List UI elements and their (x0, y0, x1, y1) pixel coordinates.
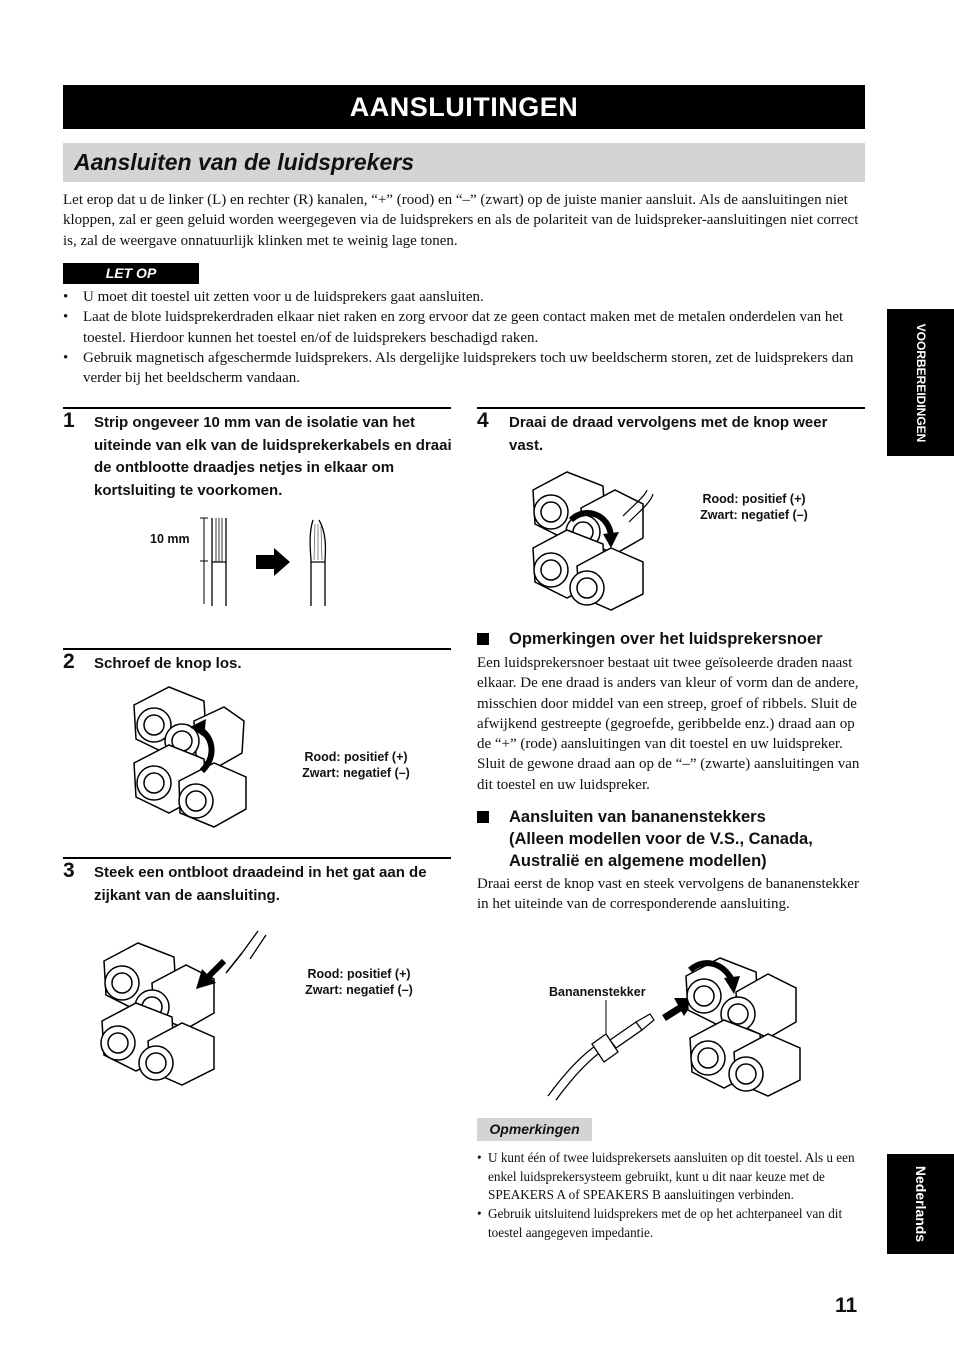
step-1-text: Strip ongeveer 10 mm van de isolatie van het uiteinde van elk van de luidsprekerkabels en draai de ontblootte draadjes netjes in elkaar om kortsluiting te voorkomen. (94, 414, 452, 499)
terminal-loosen-illustration (124, 683, 254, 828)
polarity-label-negative: Zwart: negatief (–) (305, 983, 413, 997)
section-tab-label: VOORBEREIDINGEN (913, 323, 928, 442)
section-title-bar (63, 143, 865, 182)
language-tab (887, 1154, 954, 1254)
banana-plug-label: Bananenstekker (549, 985, 646, 999)
polarity-label-positive: Rood: positief (+) (702, 492, 806, 506)
wire-strip-illustration (200, 512, 340, 612)
step-2-number: 2 (63, 650, 75, 673)
caution-label: LET OP (63, 263, 199, 284)
step-3-rule (63, 857, 451, 859)
intro-paragraph: Let erop dat u de linker (L) en rechter (R) kanalen, “+” (rood) en “–” (zwart) op de juiste manier aansluit. Als de aansluitingen niet kloppen, zal er geen geluid worden weergegeven via de luidsprekers en als de polariteit van de luidspreker-aansluitingen niet correct is, zal de weergave onnatuurlijk klinken met te weinig lage tonen. (63, 192, 859, 249)
caution-item: • Gebruik magnetisch afgeschermde luidsprekers. Als dergelijke luidsprekers toch uw beeldscherm storen, zet de luidsprekers dan verder bij het beeldscherm vandaan. (63, 348, 863, 389)
wire-insert-illustration (96, 925, 266, 1085)
banana-subheading: Australië en algemene modellen) (509, 852, 767, 870)
page-title: AANSLUITINGEN (63, 85, 865, 129)
arrow-right-icon (256, 548, 290, 576)
step-3-number: 3 (63, 859, 75, 882)
square-bullet-icon (477, 811, 489, 823)
notes-list (477, 1149, 865, 1243)
banana-subheading: (Alleen modellen voor de V.S., Canada, (509, 830, 813, 848)
caution-item: • U moet dit toestel uit zetten voor u de luidsprekers gaat aansluiten. (63, 287, 863, 307)
polarity-label-negative: Zwart: negatief (–) (700, 508, 808, 522)
note-item: • Gebruik uitsluitend luidsprekers met de op het achterpaneel van dit toestel aangegeven impedantie. (477, 1205, 865, 1242)
notes-label: Opmerkingen (477, 1118, 592, 1141)
step-4-text: Draai de draad vervolgens met de knop weer vast. (509, 414, 828, 454)
banana-plug-illustration (540, 948, 810, 1100)
step-4-number: 4 (477, 409, 489, 432)
banana-text: Draai eerst de knop vast en steek vervolgens de bananenstekker in het uiteinde van de corresponderende aansluiting. (477, 876, 859, 913)
polarity-label-positive: Rood: positief (+) (307, 967, 411, 981)
language-tab-label: Nederlands (912, 1165, 929, 1243)
step-1-rule (63, 407, 451, 409)
section-tab (887, 309, 954, 456)
step-2-text: Schroef de knop los. (94, 655, 242, 672)
caution-item: • Laat de blote luidsprekerdraden elkaar niet raken en zorg ervoor dat ze geen contact maken met de metalen onderdelen van het toestel. Hierdoor kunnen het toestel en/of de luidsprekers beschadigd raken. (63, 307, 863, 348)
section-title: Aansluiten van de luidsprekers (74, 149, 415, 175)
square-bullet-icon (477, 633, 489, 645)
polarity-label-negative: Zwart: negatief (–) (302, 766, 410, 780)
cable-notes-heading: Opmerkingen over het luidsprekersnoer (509, 630, 823, 648)
strip-length-label: 10 mm (150, 532, 190, 546)
caution-list (63, 287, 863, 388)
banana-heading: Aansluiten van bananenstekkers (509, 808, 766, 826)
step-2-rule (63, 648, 451, 650)
step-1-number: 1 (63, 409, 75, 432)
page-number: 11 (835, 1294, 858, 1317)
note-item: • U kunt één of twee luidsprekersets aansluiten op dit toestel. Als u een enkel luidsprekersysteem gebruikt, kunt u dit naar keuze met de SPEAKERS A of SPEAKERS B aansluitingen verbinden. (477, 1149, 865, 1205)
polarity-label-positive: Rood: positief (+) (304, 750, 408, 764)
cable-notes-text: Een luidsprekersnoer bestaat uit twee geïsoleerde draden naast elkaar. De ene draad is anders van kleur of vorm dan de andere, misschien door middel van een streep, groef of ribbels. Sluit de afwijkend gestreepte (gegroefde, geribbelde enz.) draad aan op de “+” (rode) aansluitingen van dit toestel en uw luidspreker. Sluit de gewone draad aan op de “–” (zwarte) aansluitingen van dit toestel en uw luidspreker. (477, 655, 860, 793)
step-3-text: Steek een ontbloot draadeind in het gat aan de zijkant van de aansluiting. (94, 864, 427, 904)
step-4-rule (477, 407, 865, 409)
terminal-tighten-illustration (525, 468, 660, 610)
